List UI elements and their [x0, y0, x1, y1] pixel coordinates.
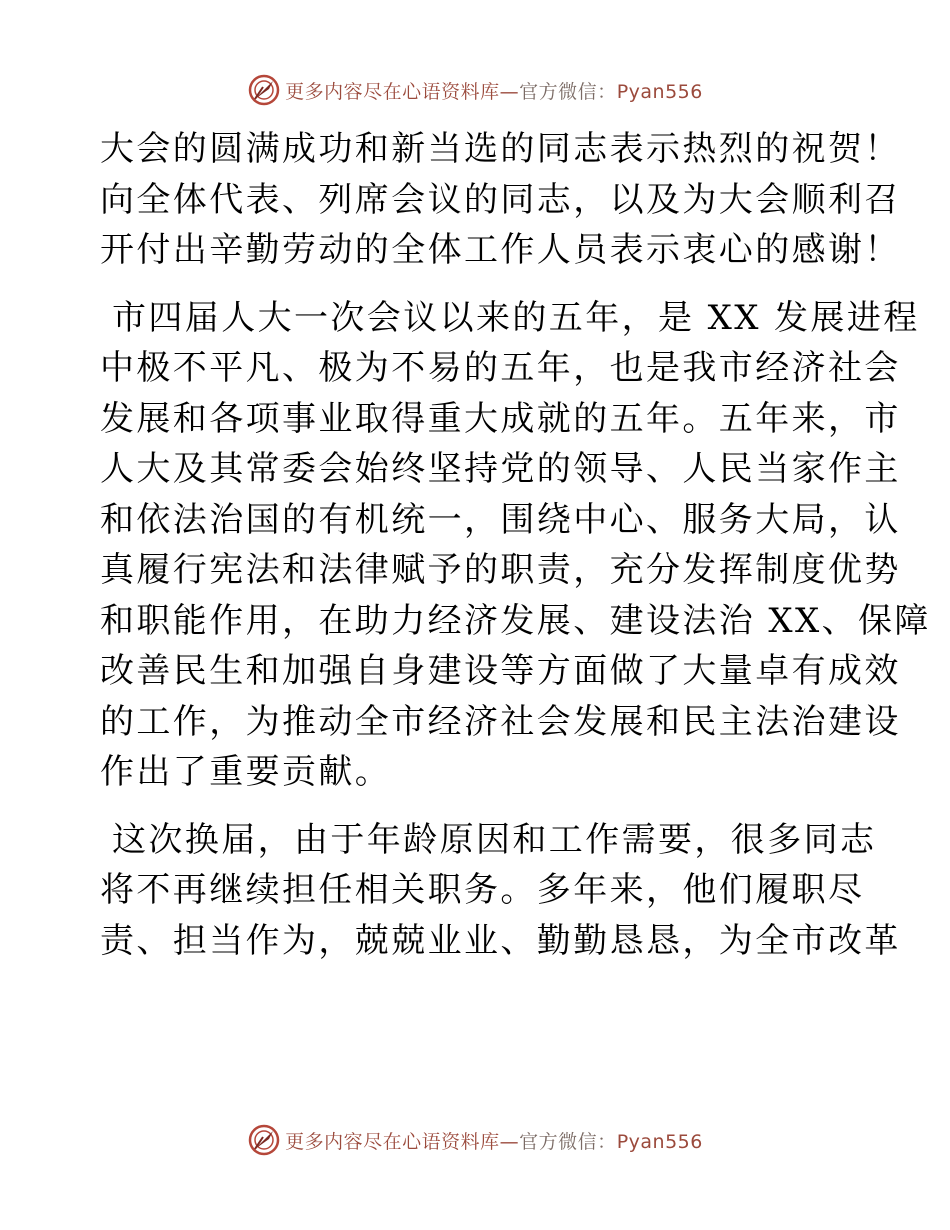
text-line: 和职能作用，在助力经济发展、建设法治 XX、保障 — [100, 600, 931, 641]
text-line: 市四届人大一次会议以来的五年，是 XX 发展进程 — [112, 297, 920, 338]
paragraph-3 — [100, 815, 901, 967]
footer-banner-text — [285, 1127, 703, 1154]
text-line: 大会的圆满成功和新当选的同志表示热烈的祝贺！ — [100, 129, 901, 169]
footer-wechat-id: Pyan556 — [616, 1130, 703, 1153]
text-line: 向全体代表、列席会议的同志，以及为大会顺利召 — [100, 179, 901, 220]
paragraph-1 — [100, 124, 901, 276]
footer-banner-dash: — — [499, 1130, 520, 1153]
quill-logo-icon — [247, 1123, 281, 1157]
footer-banner-title: 更多内容尽在心语资料库 — [285, 1130, 500, 1153]
text-line: 中极不平凡、极为不易的五年，也是我市经济社会 — [100, 348, 901, 388]
header-wechat-id: Pyan556 — [616, 80, 703, 103]
header-banner-title: 更多内容尽在心语资料库 — [285, 80, 500, 103]
text-line: 真履行宪法和法律赋予的职责，充分发挥制度优势 — [100, 550, 901, 590]
text-line: 的工作，为推动全市经济社会发展和民主法治建设 — [100, 701, 901, 742]
text-line: 作出了重要贡献。 — [100, 752, 392, 792]
text-line: 开付出辛勤劳动的全体工作人员表示衷心的感谢！ — [100, 230, 901, 270]
text-line: 这次换届，由于年龄原因和工作需要，很多同志 — [112, 819, 877, 860]
footer-banner — [0, 1120, 950, 1160]
text-line: 改善民生和加强自身建设等方面做了大量卓有成效 — [100, 651, 901, 691]
text-line: 人大及其常委会始终坚持党的领导、人民当家作主 — [100, 449, 901, 489]
paragraph-2 — [100, 293, 931, 798]
header-banner-dash: — — [499, 80, 520, 103]
header-wechat-label: 官方微信： — [519, 80, 617, 103]
text-line: 发展和各项事业取得重大成就的五年。五年来，市 — [100, 398, 901, 439]
document-body — [100, 124, 931, 966]
text-line: 和依法治国的有机统一，围绕中心、服务大局，认 — [100, 499, 901, 540]
header-banner — [0, 70, 950, 110]
footer-wechat-label: 官方微信： — [519, 1130, 617, 1153]
text-line: 将不再继续担任相关职务。多年来，他们履职尽 — [100, 870, 865, 910]
quill-logo-icon — [247, 73, 281, 107]
text-line: 责、担当作为，兢兢业业、勤勤恳恳，为全市改革 — [100, 920, 901, 961]
header-banner-text — [285, 77, 703, 104]
